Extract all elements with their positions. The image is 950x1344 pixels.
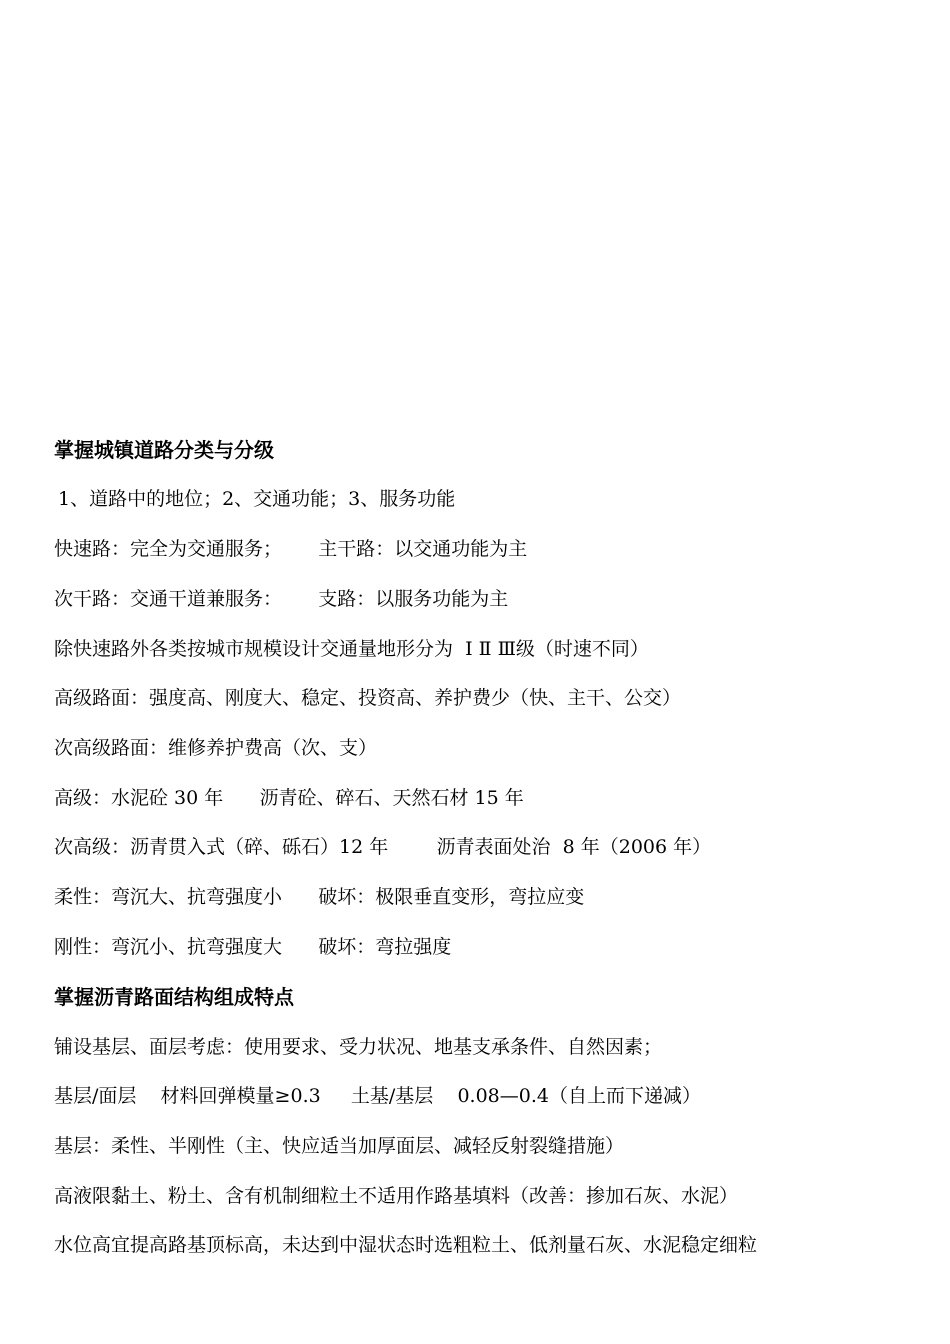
text-line: 高液限黏土、粉土、含有机制细粒土不适用作路基填料（改善：掺加石灰、水泥） [54,1185,739,1207]
text-line: 水位高宜提高路基顶标高，未达到中湿状态时选粗粒土、低剂量石灰、水泥稳定细粒 [54,1234,758,1256]
section-heading: 掌握沥青路面结构组成特点 [54,985,294,1009]
text-line: 基层/面层 材料回弹模量≥0.3 土基/基层 0.08—0.4（自上而下递减） [54,1085,701,1107]
text-line: 1、道路中的地位；2、交通功能；3、服务功能 [58,488,456,510]
text-line: 次干路：交通干道兼服务： 支路：以服务功能为主 [54,588,509,610]
text-line: 次高级路面：维修养护费高（次、支） [54,737,378,759]
section-heading: 掌握城镇道路分类与分级 [54,438,274,462]
text-line: 柔性：弯沉大、抗弯强度小 破坏：极限垂直变形，弯拉应变 [54,886,585,908]
text-line: 高级：水泥砼 30 年 沥青砼、碎石、天然石材 15 年 [54,787,524,809]
text-line: 次高级：沥青贯入式（碎、砾石）12 年 沥青表面处治 8 年（2006 年） [54,836,712,858]
text-line: 铺设基层、面层考虑：使用要求、受力状况、地基支承条件、自然因素； [54,1036,663,1058]
text-line: 高级路面：强度高、刚度大、稳定、投资高、养护费少（快、主干、公交） [54,687,682,709]
text-line: 刚性：弯沉小、抗弯强度大 破坏：弯拉强度 [54,936,452,958]
text-line: 除快速路外各类按城市规模设计交通量地形分为 Ⅰ Ⅱ Ⅲ级（时速不同） [54,638,649,660]
text-line: 快速路：完全为交通服务； 主干路：以交通功能为主 [54,538,528,560]
text-line: 基层：柔性、半刚性（主、快应适当加厚面层、减轻反射裂缝措施） [54,1135,625,1157]
